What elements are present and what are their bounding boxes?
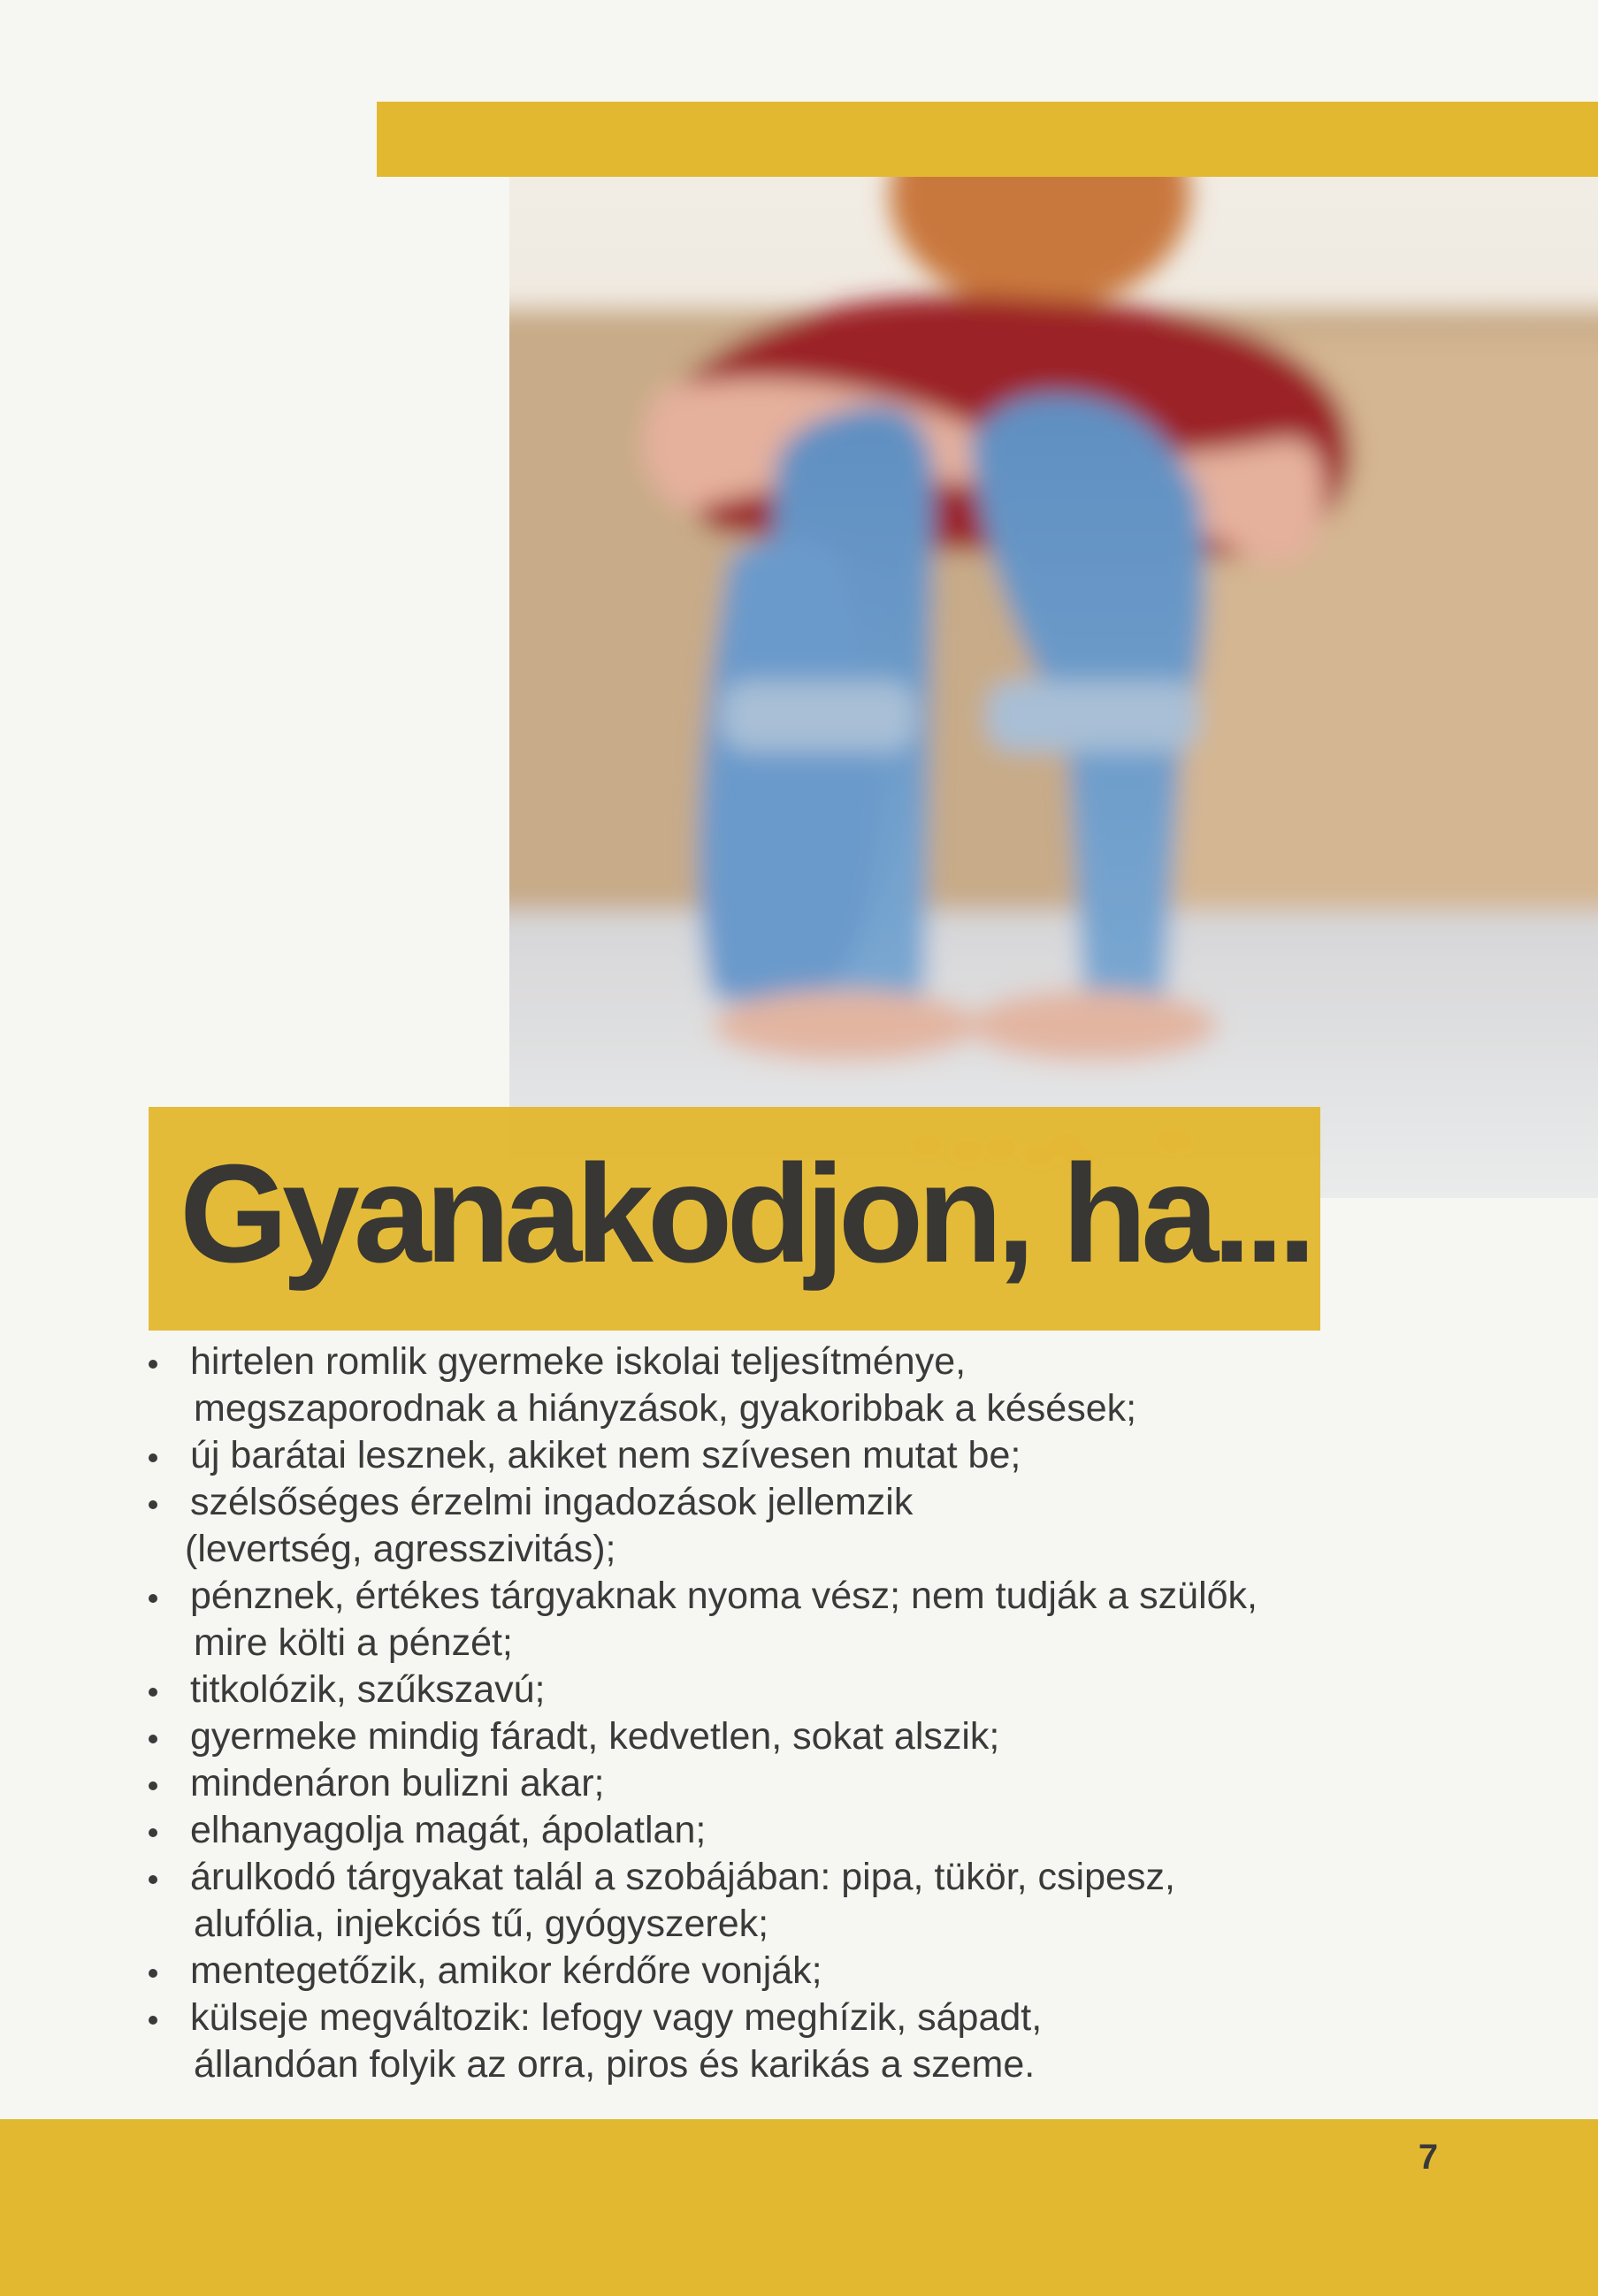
bullet-icon [149, 1500, 157, 1509]
list-item [141, 1573, 1468, 1667]
list-item-text: gyermeke mindig fáradt, kedvetlen, sokat alszik; [190, 1715, 1000, 1758]
list-item [141, 1760, 1468, 1807]
warning-signs-list [141, 1339, 1468, 2088]
list-item [141, 1807, 1468, 1854]
list-item-text-continued: alufólia, injekciós tű, gyógyszerek; [194, 1903, 769, 1945]
list-item-text: szélsőséges érzelmi ingadozások jellemzik [190, 1481, 914, 1523]
list-item-text-continued: megszaporodnak a hiányzások, gyakoribbak a késések; [194, 1387, 1137, 1430]
bullet-icon [149, 1360, 157, 1369]
bottom-accent-bar [0, 2119, 1598, 2296]
list-item [141, 1713, 1468, 1760]
list-item-text-continued: (levertség, agresszivitás); [185, 1528, 616, 1570]
list-item-text-continued: állandóan folyik az orra, piros és karikás a szeme. [194, 2043, 1036, 2086]
list-item-text: titkolózik, szűkszavú; [190, 1668, 546, 1711]
list-item-text: árulkodó tárgyakat talál a szobájában: pipa, tükör, csipesz, [190, 1856, 1175, 1898]
list-item-text: mentegetőzik, amikor kérdőre vonják; [190, 1949, 822, 1992]
list-item-text: külseje megváltozik: lefogy vagy meghízik, sápadt, [190, 1996, 1043, 2039]
bullet-icon [149, 1875, 157, 1884]
list-item [141, 1339, 1468, 1432]
bullet-icon [149, 1688, 157, 1697]
list-item [141, 1667, 1468, 1713]
bullet-icon [149, 1735, 157, 1743]
list-item-text-continued: mire költi a pénzét; [194, 1621, 513, 1664]
page-title: Gyanakodjon, ha... [180, 1136, 1311, 1292]
list-item [141, 1432, 1468, 1479]
bullet-icon [149, 1781, 157, 1790]
list-item [141, 1948, 1468, 1995]
page-number: 7 [1418, 2138, 1439, 2177]
photo-woman-hugging-knees [509, 177, 1598, 1198]
list-item-text: hirtelen romlik gyermeke iskolai teljesítménye, [190, 1340, 967, 1383]
list-item-text: mindenáron bulizni akar; [190, 1762, 605, 1804]
bullet-icon [149, 1453, 157, 1462]
list-item [141, 1854, 1468, 1948]
list-item-text: pénznek, értékes tárgyaknak nyoma vész; nem tudják a szülők, [190, 1575, 1258, 1617]
bullet-icon [149, 1969, 157, 1978]
bullet-icon [149, 1828, 157, 1837]
bullet-icon [149, 1594, 157, 1603]
list-item-text: elhanyagolja magát, ápolatlan; [190, 1809, 707, 1851]
list-item [141, 1479, 1468, 1573]
list-item [141, 1995, 1468, 2088]
bullet-icon [149, 2016, 157, 2025]
list-item-text: új barátai lesznek, akiket nem szívesen mutat be; [190, 1434, 1021, 1476]
top-accent-bar [377, 102, 1598, 177]
